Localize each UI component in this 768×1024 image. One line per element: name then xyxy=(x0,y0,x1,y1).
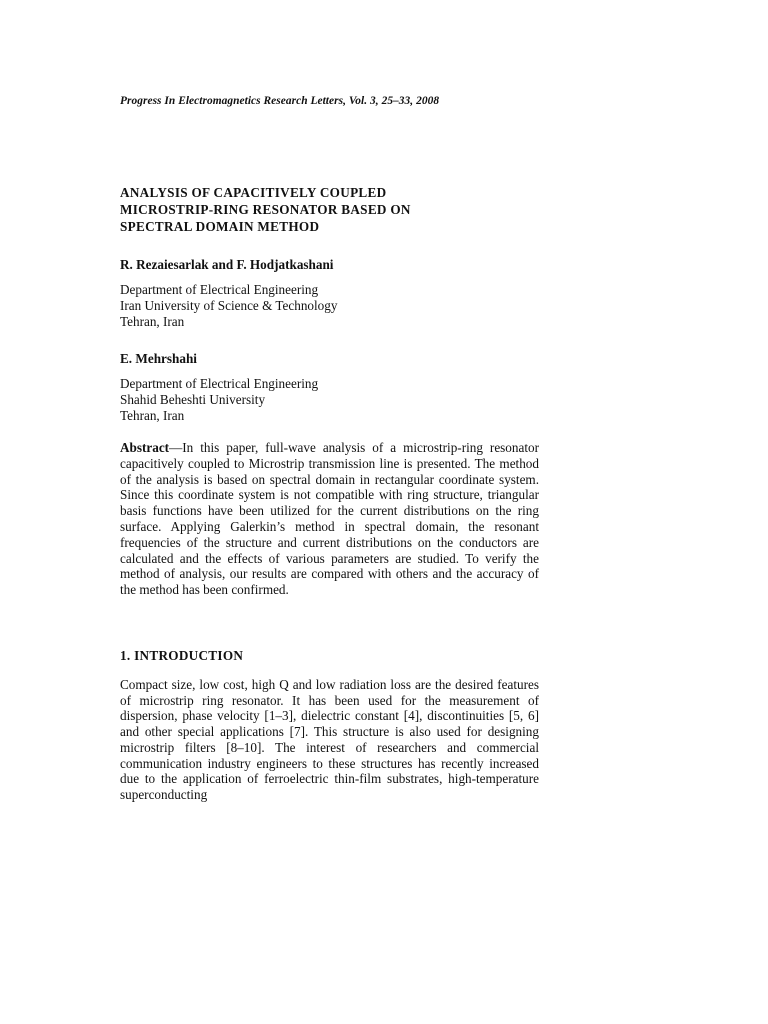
affiliation-2-line-1: Department of Electrical Engineering xyxy=(120,376,319,391)
affiliation-1-line-1: Department of Electrical Engineering xyxy=(120,282,319,297)
affiliation-1 xyxy=(120,282,337,330)
title-line-2: MICROSTRIP-RING RESONATOR BASED ON xyxy=(120,202,411,218)
section-heading-introduction: 1. INTRODUCTION xyxy=(120,648,244,663)
affiliation-2-line-2: Shahid Beheshti University xyxy=(120,392,266,407)
abstract-label: Abstract xyxy=(120,440,170,455)
journal-citation-header: Progress In Electromagnetics Research Letters, Vol. 3, 25–33, 2008 xyxy=(120,95,440,107)
abstract-text: —In this paper, full-wave analysis of a microstrip-ring resonator capacitively coupled to Microstrip transmission line is presented. The method of the analysis is based on spectral domain in rectangular coordinate system. Since this coordinate system is not compatible with ring structure, triangular basis functions have been utilized for the current distributions on the ring surface. Applying Galerkin’s method in spectral domain, the resonant frequencies of the structure and current distributions on the conductors are calculated and the effects of various parameters are studied. To verify the method of analysis, our results are compared with others and the accuracy of the method has been confirmed. xyxy=(120,440,539,598)
author-names-2: E. Mehrshahi xyxy=(120,351,197,366)
affiliation-1-line-3: Tehran, Iran xyxy=(120,314,185,329)
title-line-3: SPECTRAL DOMAIN METHOD xyxy=(120,219,320,235)
author-names-1: R. Rezaiesarlak and F. Hodjatkashani xyxy=(120,257,334,272)
affiliation-1-line-2: Iran University of Science & Technology xyxy=(120,298,338,313)
abstract-paragraph xyxy=(120,440,539,598)
introduction-paragraph: Compact size, low cost, high Q and low radiation loss are the desired features of microstrip ring resonator. It has been used for the measurement of dispersion, phase velocity [1–3], dielectric constant [4], discontinuities [5, 6] and other special applications [7]. This structure is also used for designing microstrip filters [8–10]. The interest of researchers and commercial communication industry engineers to these structures has recently increased due to the application of ferroelectric thin-film substrates, high-temperature superconducting xyxy=(120,677,539,802)
affiliation-2 xyxy=(120,376,318,424)
paper-title xyxy=(120,184,560,236)
title-line-1: ANALYSIS OF CAPACITIVELY COUPLED xyxy=(120,185,387,200)
affiliation-2-line-3: Tehran, Iran xyxy=(120,408,185,423)
